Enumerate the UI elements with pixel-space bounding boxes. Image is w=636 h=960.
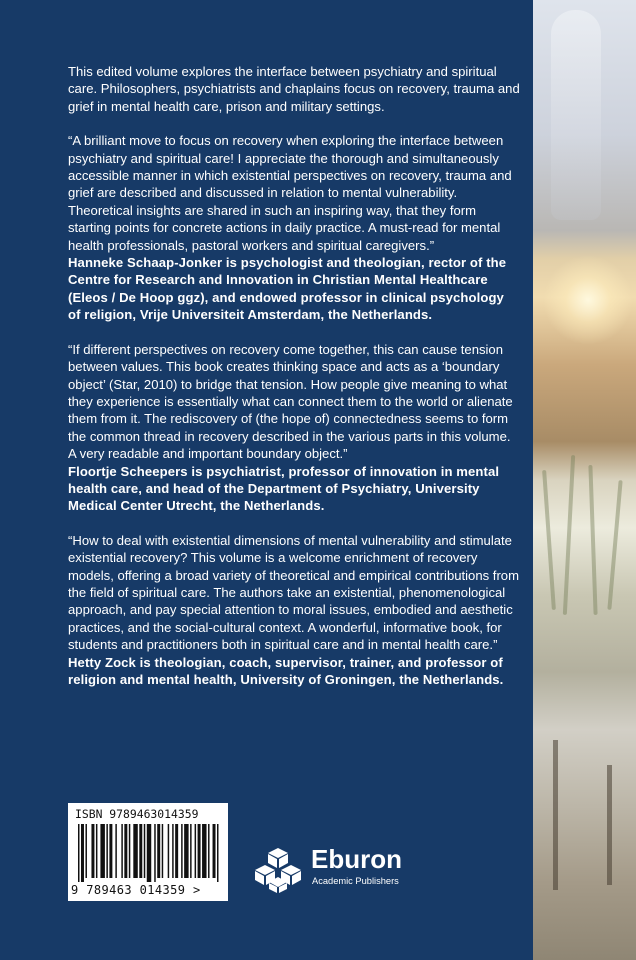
publisher-logo [251, 843, 451, 899]
sun-glow [543, 255, 633, 345]
cover-photo-strip [533, 0, 636, 960]
endorsement-2 [68, 341, 520, 515]
endorsement-quote: “If different perspectives on recovery come together, this can cause tension between values. This book creates thinking space and acts as a ‘boundary object’ (Star, 2010) to bridge that tension. How people give meaning to what they experience is essentially what can connect them to the world or alienate them from it. The rediscovery of (the hope of) connectedness seems to form the common thread in recovery described in the various parts in this volume. A very readable and important boundary object.” [68, 341, 513, 462]
endorsement-3 [68, 532, 520, 689]
isbn-barcode [68, 803, 228, 901]
raised-hand-silhouette [551, 10, 601, 220]
endorsement-quote: “How to deal with existential dimensions of mental vulnerability and stimulate existential recovery? This volume is a welcome enrichment of recovery models, offering a broad variety of theoretical and empirical contributions from the field of spiritual care. The authors take an existential, phenomenological approach, and pay special attention to moral issues, embodied and aesthetic practices, and the social-cultural context. A wonderful, informative book, for students and practitioners both in spiritual care and in mental health care.” [68, 532, 519, 653]
book-description: This edited volume explores the interface between psychiatry and spiritual care. Philosophers, psychiatrists and chaplains focus on recovery, trauma and grief in mental health care, prison and military settings. [68, 64, 520, 114]
endorsement-1 [68, 132, 520, 323]
endorsement-author: Floortje Scheepers is psychiatrist, professor of innovation in mental health care, and head of the Department of Psychiatry, University Medical Center Utrecht, the Netherlands. [68, 463, 500, 514]
isbn-label: ISBN 9789463014359 [75, 807, 199, 821]
endorsement-author: Hetty Zock is theologian, coach, supervisor, trainer, and professor of religion and mental health, University of Groningen, the Netherlands. [68, 654, 504, 687]
cube-cluster-icon [251, 846, 305, 894]
endorsement-quote: “A brilliant move to focus on recovery when exploring the interface between psychiatry and spiritual care! I appreciate the thorough and simultaneously accessible manner in which existential perspectives on recovery, trauma and grief are described and discussed in relation to mental vulnerability. Theoretical insights are shared in such an inspiring way, that they form starting points for concrete actions in daily practice. A must-read for mental health professionals, pastoral workers and spiritual caregivers.” [68, 133, 512, 253]
barcode-digits: 9 789463 014359 > [71, 883, 201, 897]
endorsement-author: Hanneke Schaap-Jonker is psychologist and theologian, rector of the Centre for Research and Innovation in Christian Mental Healthcare (Eleos / De Hoop ggz), and endowed professor in clinical psychology of religion, Vrije Universiteit Amsterdam, the Netherlands. [68, 255, 507, 323]
back-cover-text [68, 63, 520, 705]
publisher-name: Eburon [311, 844, 402, 874]
publisher-tagline: Academic Publishers [312, 876, 399, 886]
barcode-icon [78, 824, 220, 882]
